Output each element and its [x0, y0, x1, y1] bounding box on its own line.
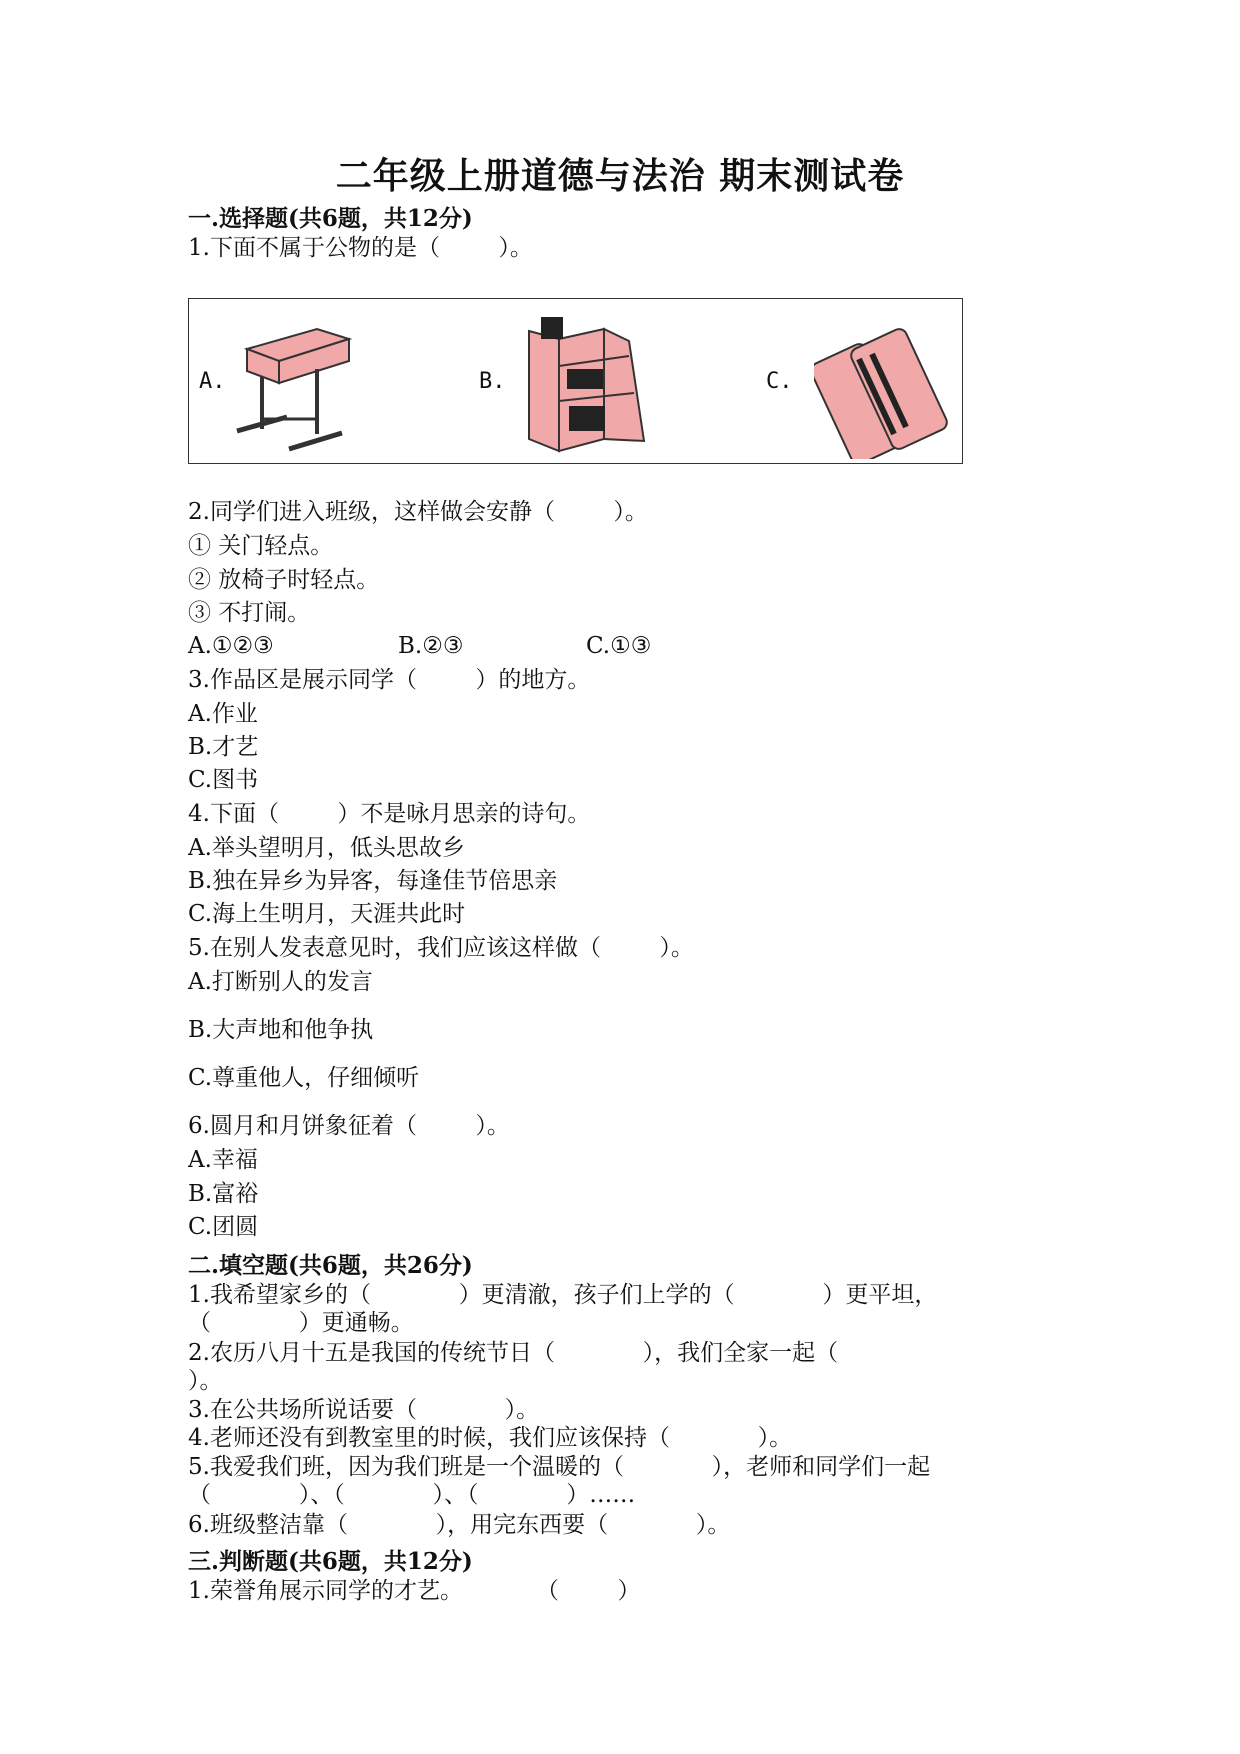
fill-question-3: 3.在公共场所说话要（ ）。 [188, 1397, 540, 1423]
question-4-option: C.海上生明月，天涯共此时 [188, 901, 466, 927]
question-2-item: ① 关门轻点。 [188, 533, 334, 559]
bookshelf-icon [519, 311, 654, 456]
fill-question-1-cont: （ ）更通畅。 [188, 1310, 414, 1336]
question-2-item: ② 放椅子时轻点。 [188, 567, 380, 593]
question-3-stem: 3.作品区是展示同学（ ）的地方。 [188, 667, 591, 693]
fill-question-5: 5.我爱我们班，因为我们班是一个温暖的（ ），老师和同学们一起 [188, 1454, 931, 1480]
section-heading-fill: 二.填空题(共6题，共26分) [188, 1252, 473, 1279]
option-c-label: C. [766, 369, 793, 394]
question-2-option-a: A.①②③ [188, 633, 274, 659]
pencil-case-icon [814, 309, 954, 459]
question-5-option: B.大声地和他争执 [188, 1017, 374, 1043]
question-4-option: A.举头望明月，低头思故乡 [188, 835, 465, 861]
question-6-stem: 6.圆月和月饼象征着（ ）。 [188, 1113, 510, 1139]
question-2-option-c: C.①③ [586, 633, 652, 659]
question-1-stem: 1.下面不属于公物的是（ ）。 [188, 235, 533, 261]
desk-icon [227, 309, 357, 459]
question-3-option: B.才艺 [188, 734, 259, 760]
question-6-option: A.幸福 [188, 1147, 258, 1173]
question-2-item: ③ 不打闹。 [188, 600, 311, 626]
section-heading-choice: 一.选择题(共6题，共12分) [188, 205, 473, 232]
question-6-option: C.团圆 [188, 1214, 259, 1240]
question-3-option: C.图书 [188, 767, 259, 793]
judge-question-1: 1.荣誉角展示同学的才艺。 （ ） [188, 1578, 641, 1604]
page-title: 二年级上册道德与法治 期末测试卷 [335, 155, 905, 197]
question-5-option: A.打断别人的发言 [188, 969, 373, 995]
question-4-stem: 4.下面（ ）不是咏月思亲的诗句。 [188, 801, 591, 827]
fill-question-4: 4.老师还没有到教室里的时候，我们应该保持（ ）。 [188, 1425, 793, 1451]
fill-question-6: 6.班级整洁靠（ ），用完东西要（ ）。 [188, 1512, 731, 1538]
question-5-option: C.尊重他人，仔细倾听 [188, 1065, 420, 1091]
question-5-stem: 5.在别人发表意见时，我们应该这样做（ ）。 [188, 935, 694, 961]
question-1-figure [188, 298, 963, 464]
fill-question-2: 2.农历八月十五是我国的传统节日（ ），我们全家一起（ [188, 1340, 839, 1366]
fill-question-2-cont: ）。 [188, 1368, 223, 1394]
fill-question-5-cont: （ ）、（ ）、（ ）…… [188, 1482, 636, 1508]
question-2-stem: 2.同学们进入班级，这样做会安静（ ）。 [188, 499, 648, 525]
option-a-label: A. [199, 369, 226, 394]
question-2-option-b: B.②③ [398, 633, 464, 659]
question-6-option: B.富裕 [188, 1181, 259, 1207]
question-3-option: A.作业 [188, 701, 258, 727]
question-4-option: B.独在异乡为异客，每逢佳节倍思亲 [188, 868, 558, 894]
section-heading-judge: 三.判断题(共6题，共12分) [188, 1548, 473, 1575]
option-b-label: B. [479, 369, 506, 394]
fill-question-1: 1.我希望家乡的（ ）更清澈，孩子们上学的（ ）更平坦， [188, 1282, 938, 1308]
